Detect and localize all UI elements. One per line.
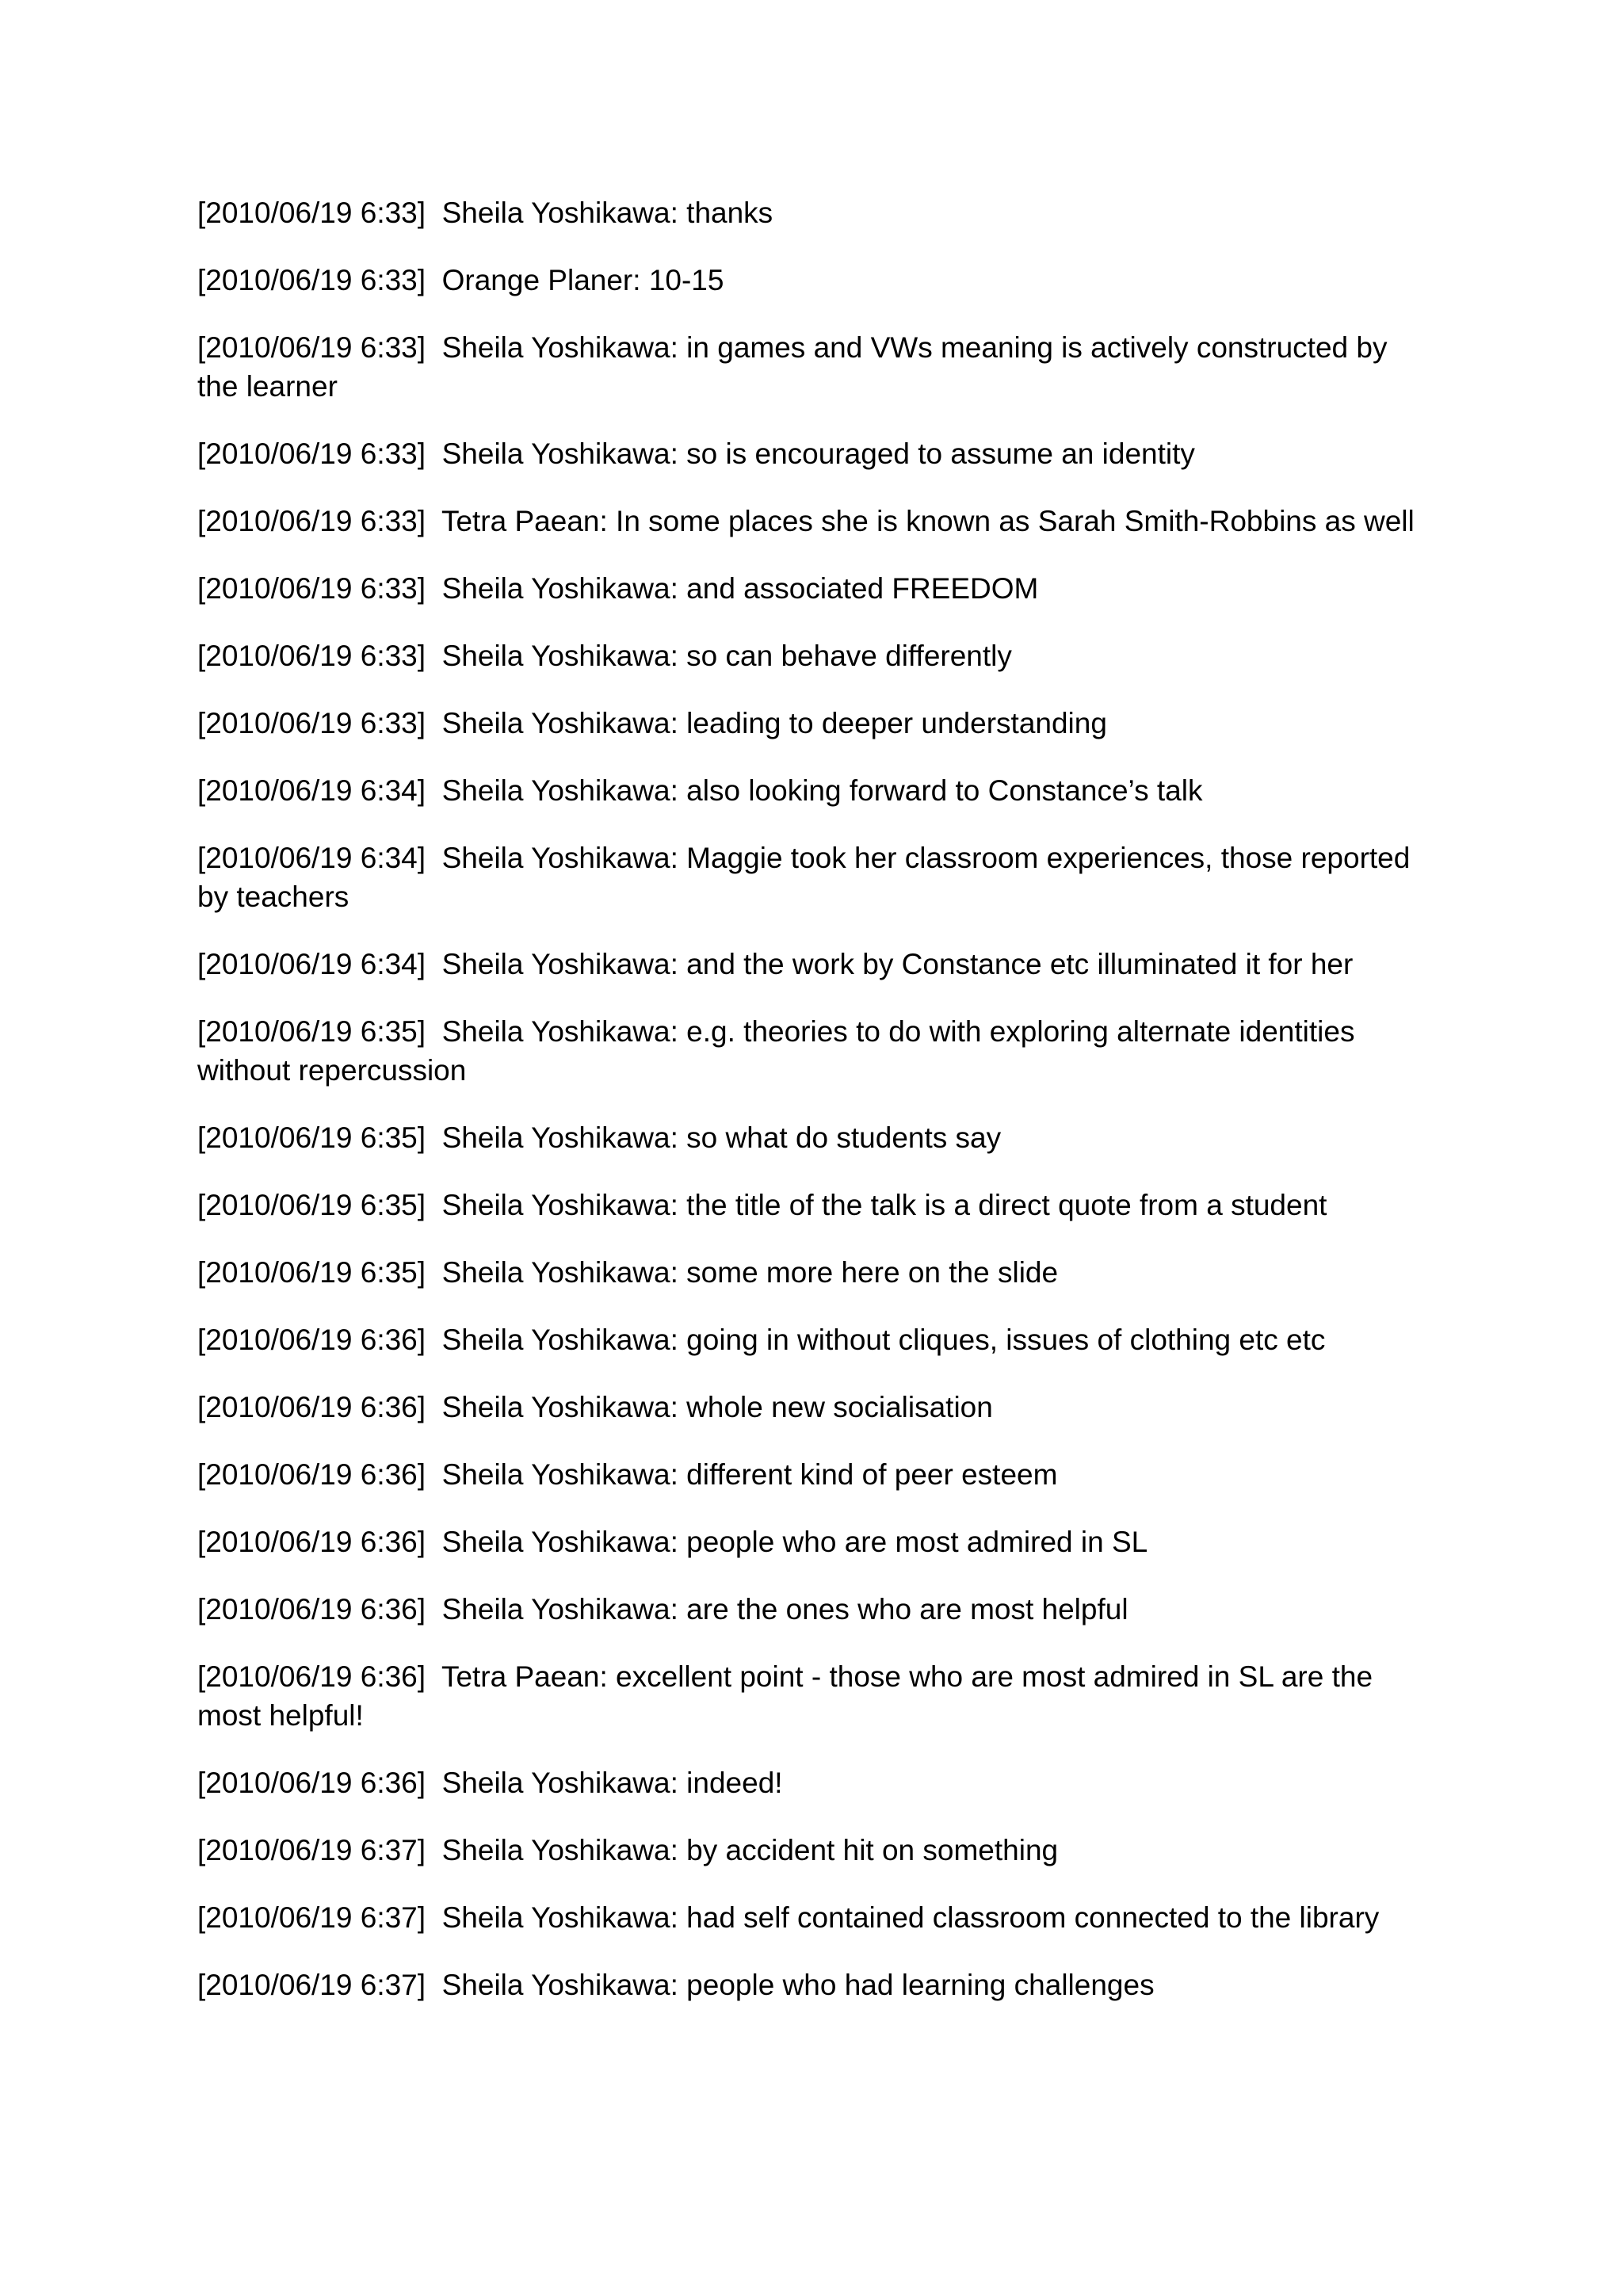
chat-entry (197, 1590, 1434, 1629)
entry-message: so what do students say (686, 1121, 1002, 1154)
entry-message: 10-15 (648, 264, 724, 296)
entry-timestamp: [2010/06/19 6:33] (197, 640, 426, 672)
entry-timestamp: [2010/06/19 6:33] (197, 331, 426, 364)
entry-speaker: Sheila Yoshikawa: (441, 1256, 678, 1289)
entry-speaker: Orange Planer: (441, 264, 641, 296)
chat-entry (197, 1253, 1434, 1292)
entry-message: Maggie took her classroom experiences, those reported by teachers (197, 842, 1419, 913)
chat-entry (197, 502, 1434, 541)
entry-message: thanks (686, 197, 773, 229)
entry-message: excellent point - those who are most admired in SL are the most helpful! (197, 1660, 1381, 1732)
entry-message: In some places she is known as Sarah Smith-Robbins as well (616, 505, 1415, 537)
entry-timestamp: [2010/06/19 6:33] (197, 197, 426, 229)
entry-message: and associated FREEDOM (686, 572, 1039, 605)
entry-message: so can behave differently (686, 640, 1012, 672)
entry-timestamp: [2010/06/19 6:36] (197, 1391, 426, 1423)
entry-speaker: Sheila Yoshikawa: (441, 1458, 678, 1491)
entry-message: whole new socialisation (686, 1391, 993, 1423)
chat-entry (197, 193, 1434, 232)
entry-timestamp: [2010/06/19 6:37] (197, 1834, 426, 1866)
entry-message: indeed! (686, 1767, 783, 1799)
entry-timestamp: [2010/06/19 6:33] (197, 505, 426, 537)
entry-timestamp: [2010/06/19 6:36] (197, 1593, 426, 1626)
entry-timestamp: [2010/06/19 6:35] (197, 1015, 426, 1048)
entry-speaker: Sheila Yoshikawa: (441, 1121, 678, 1154)
entry-speaker: Sheila Yoshikawa: (441, 774, 678, 807)
entry-timestamp: [2010/06/19 6:34] (197, 774, 426, 807)
entry-message: also looking forward to Constance’s talk (686, 774, 1203, 807)
entry-timestamp: [2010/06/19 6:34] (197, 948, 426, 980)
entry-speaker: Sheila Yoshikawa: (441, 707, 678, 739)
entry-timestamp: [2010/06/19 6:36] (197, 1767, 426, 1799)
chat-entry (197, 1522, 1434, 1561)
entry-message: e.g. theories to do with exploring alternate identities without repercussion (197, 1015, 1363, 1087)
chat-entry (197, 1898, 1434, 1937)
entry-message: different kind of peer esteem (686, 1458, 1058, 1491)
entry-timestamp: [2010/06/19 6:37] (197, 1901, 426, 1934)
chat-entry (197, 1388, 1434, 1427)
entry-timestamp: [2010/06/19 6:33] (197, 437, 426, 470)
chat-entry (197, 569, 1434, 608)
chat-entry (197, 1012, 1434, 1090)
entry-speaker: Sheila Yoshikawa: (441, 842, 678, 874)
entry-speaker: Sheila Yoshikawa: (441, 1834, 678, 1866)
chat-entry (197, 1763, 1434, 1802)
entry-speaker: Tetra Paean: (441, 505, 608, 537)
entry-speaker: Sheila Yoshikawa: (441, 1767, 678, 1799)
entry-speaker: Sheila Yoshikawa: (441, 1526, 678, 1558)
entry-message: leading to deeper understanding (686, 707, 1107, 739)
entry-speaker: Sheila Yoshikawa: (441, 1901, 678, 1934)
chat-entry (197, 771, 1434, 810)
chat-entry (197, 328, 1434, 406)
chat-entry (197, 1831, 1434, 1870)
entry-timestamp: [2010/06/19 6:33] (197, 707, 426, 739)
entry-timestamp: [2010/06/19 6:35] (197, 1121, 426, 1154)
entry-message: in games and VWs meaning is actively constructed by the learner (197, 331, 1396, 403)
entry-speaker: Sheila Yoshikawa: (441, 1391, 678, 1423)
chat-entry (197, 1118, 1434, 1157)
chat-entry (197, 1320, 1434, 1359)
entry-message: and the work by Constance etc illuminated it for her (686, 948, 1354, 980)
chat-entry (197, 261, 1434, 300)
entry-speaker: Sheila Yoshikawa: (441, 1189, 678, 1221)
chat-transcript (197, 193, 1434, 2033)
chat-entry (197, 839, 1434, 916)
entry-timestamp: [2010/06/19 6:33] (197, 264, 426, 296)
chat-entry (197, 636, 1434, 675)
entry-message: are the ones who are most helpful (686, 1593, 1128, 1626)
entry-speaker: Sheila Yoshikawa: (441, 437, 678, 470)
chat-entry (197, 945, 1434, 984)
chat-entry (197, 1966, 1434, 2004)
entry-message: so is encouraged to assume an identity (686, 437, 1195, 470)
entry-timestamp: [2010/06/19 6:33] (197, 572, 426, 605)
entry-message: had self contained classroom connected to the library (686, 1901, 1380, 1934)
entry-message: people who are most admired in SL (686, 1526, 1148, 1558)
chat-entry (197, 1657, 1434, 1735)
entry-message: the title of the talk is a direct quote from a student (686, 1189, 1327, 1221)
entry-timestamp: [2010/06/19 6:36] (197, 1458, 426, 1491)
chat-entry (197, 704, 1434, 743)
entry-speaker: Sheila Yoshikawa: (441, 331, 678, 364)
entry-timestamp: [2010/06/19 6:36] (197, 1660, 426, 1693)
entry-speaker: Sheila Yoshikawa: (441, 1324, 678, 1356)
chat-entry (197, 1455, 1434, 1494)
chat-entry (197, 1186, 1434, 1224)
entry-timestamp: [2010/06/19 6:36] (197, 1526, 426, 1558)
entry-message: people who had learning challenges (686, 1969, 1155, 2001)
entry-speaker: Sheila Yoshikawa: (441, 1015, 678, 1048)
entry-speaker: Sheila Yoshikawa: (441, 948, 678, 980)
entry-message: some more here on the slide (686, 1256, 1059, 1289)
entry-timestamp: [2010/06/19 6:36] (197, 1324, 426, 1356)
entry-message: by accident hit on something (686, 1834, 1059, 1866)
entry-speaker: Sheila Yoshikawa: (441, 640, 678, 672)
entry-speaker: Sheila Yoshikawa: (441, 1593, 678, 1626)
entry-message: going in without cliques, issues of clothing etc etc (686, 1324, 1326, 1356)
entry-timestamp: [2010/06/19 6:37] (197, 1969, 426, 2001)
chat-entry (197, 434, 1434, 473)
entry-speaker: Sheila Yoshikawa: (441, 197, 678, 229)
entry-speaker: Tetra Paean: (441, 1660, 608, 1693)
entry-speaker: Sheila Yoshikawa: (441, 1969, 678, 2001)
entry-timestamp: [2010/06/19 6:35] (197, 1189, 426, 1221)
entry-timestamp: [2010/06/19 6:34] (197, 842, 426, 874)
entry-timestamp: [2010/06/19 6:35] (197, 1256, 426, 1289)
entry-speaker: Sheila Yoshikawa: (441, 572, 678, 605)
